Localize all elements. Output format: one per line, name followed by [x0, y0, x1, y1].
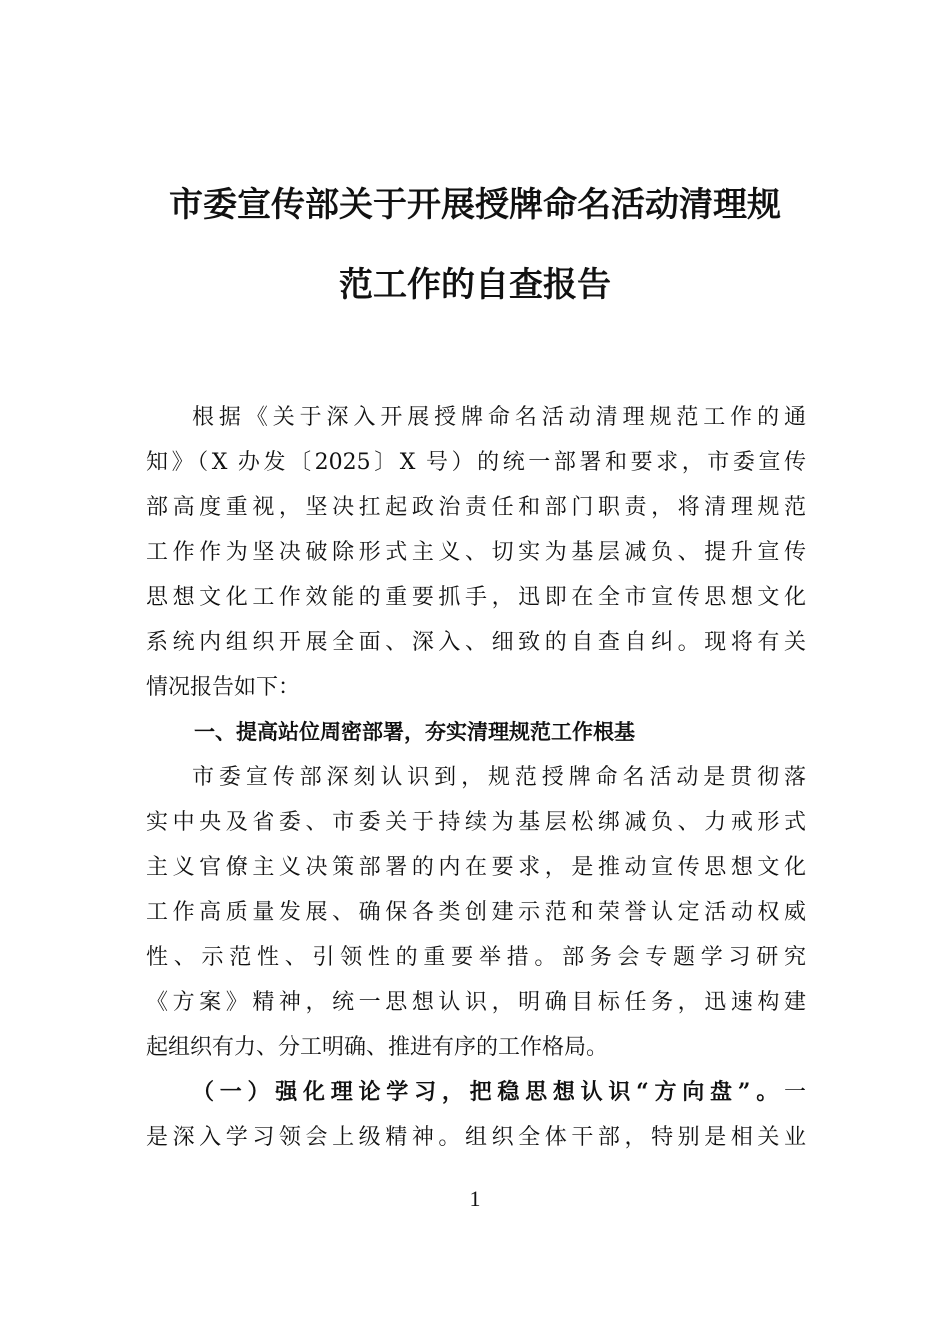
- subsection-first-line: [146, 1070, 806, 1115]
- paragraph-line: 《方案》精神，统一思想认识，明确目标任务，迅速构建: [146, 990, 806, 1015]
- paragraph-line: 部高度重视，坚决扛起政治责任和部门职责，将清理规范: [146, 495, 806, 520]
- paragraph-line: 思想文化工作效能的重要抓手，迅即在全市宣传思想文化: [146, 585, 806, 610]
- paragraph-line: 工作高质量发展、确保各类创建示范和荣誉认定活动权威: [146, 900, 806, 925]
- page-number: 1: [469, 1186, 481, 1211]
- paragraph-line: 性、示范性、引领性的重要举措。部务会专题学习研究: [146, 945, 806, 970]
- document-title: [146, 165, 804, 325]
- title-line: 范工作的自查报告: [339, 265, 611, 305]
- document-body: [146, 395, 806, 1160]
- paragraph-line: 主义官僚主义决策部署的内在要求，是推动宣传思想文化: [146, 855, 806, 880]
- paragraph-line: 起组织有力、分工明确、推进有序的工作格局。: [146, 1035, 609, 1060]
- paragraph-line: 是深入学习领会上级精神。组织全体干部，特别是相关业: [146, 1125, 806, 1150]
- subsection-heading: （一）强化理论学习，把稳思想认识“方向盘”。: [192, 1079, 784, 1105]
- paragraph-line: 情况报告如下：: [146, 675, 301, 700]
- paragraph-line: 市委宣传部深刻认识到，规范授牌命名活动是贯彻落: [192, 765, 806, 790]
- paragraph-line: 系统内组织开展全面、深入、细致的自查自纠。现将有关: [146, 630, 806, 655]
- subsection-text: 一: [783, 1080, 806, 1105]
- title-line: 市委宣传部关于开展授牌命名活动清理规: [169, 185, 781, 225]
- paragraph-line: 根据《关于深入开展授牌命名活动清理规范工作的通: [192, 405, 806, 430]
- paragraph-line: 工作作为坚决破除形式主义、切实为基层减负、提升宣传: [146, 540, 806, 565]
- paragraph-line: 实中央及省委、市委关于持续为基层松绑减负、力戒形式: [146, 810, 806, 835]
- section-heading: 一、提高站位周密部署，夯实清理规范工作根基: [194, 720, 635, 744]
- paragraph-line: 知》（X 办发〔2025〕X 号）的统一部署和要求，市委宣传: [146, 450, 806, 475]
